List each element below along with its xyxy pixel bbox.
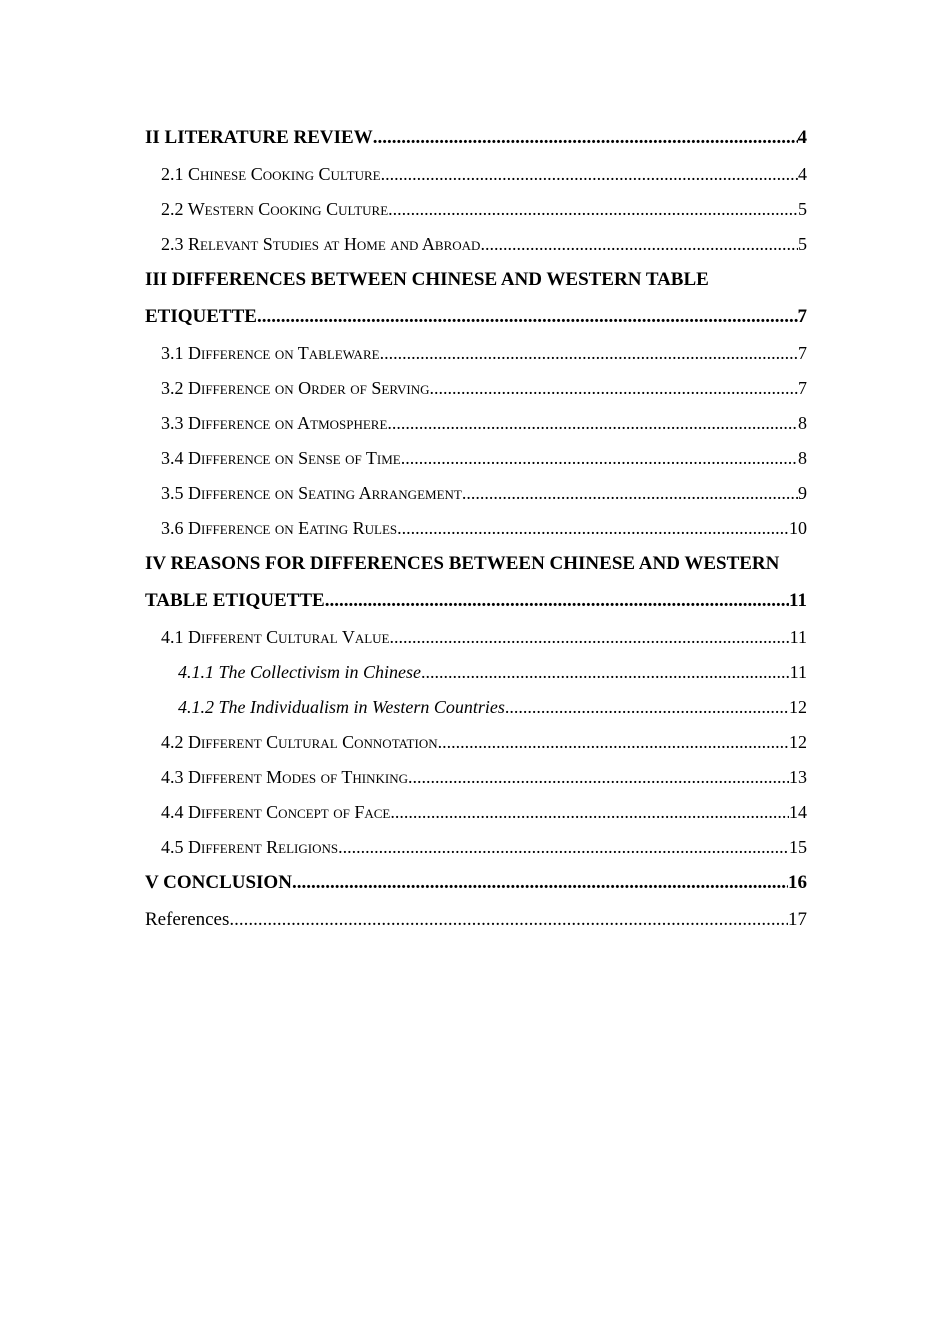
toc-entry-label (161, 768, 408, 786)
toc-entry-label: TABLE ETIQUETTE (145, 590, 325, 611)
toc-entry-title: Different Concept of Face (188, 802, 391, 822)
toc-entry-number: 3.5 (161, 483, 184, 503)
toc-entry-label (161, 235, 480, 253)
toc-entry-literature-review[interactable] (145, 128, 807, 147)
toc-entry-individualism[interactable] (145, 698, 807, 716)
toc-page-number: 8 (798, 413, 807, 433)
toc-entry-label (161, 200, 388, 218)
toc-page-number: 16 (788, 872, 807, 893)
toc-page-number: 10 (789, 518, 807, 538)
dot-leader (380, 344, 798, 362)
toc-entry-label (161, 803, 390, 821)
toc-page-number: 13 (789, 767, 807, 787)
dot-leader (381, 165, 798, 183)
toc-entry-label (161, 379, 429, 397)
toc-entry-label (161, 838, 338, 856)
toc-entry-chinese-cooking-culture[interactable] (145, 165, 807, 183)
toc-entry-label: 4.1.1 The Collectivism in Chinese (178, 662, 421, 682)
toc-page-number: 4 (798, 164, 807, 184)
dot-leader (390, 803, 789, 821)
toc-entry-references[interactable] (145, 910, 807, 929)
toc-page-number: 7 (798, 343, 807, 363)
toc-entry-collectivism[interactable] (145, 663, 807, 681)
toc-page-number: 8 (798, 448, 807, 468)
toc-entry-cultural-connotation[interactable] (145, 733, 807, 751)
toc-entry-eating-rules[interactable] (145, 519, 807, 537)
toc-entry-seating-arrangement[interactable] (145, 484, 807, 502)
toc-entry-title: Chinese Cooking Culture (188, 164, 381, 184)
dot-leader (325, 591, 789, 610)
toc-page-number: 15 (789, 837, 807, 857)
toc-page-number: 4 (797, 127, 807, 148)
toc-page-number: 7 (798, 378, 807, 398)
toc-entry-title: Difference on Eating Rules (188, 518, 398, 538)
toc-entry-number: 3.1 (161, 343, 184, 363)
toc-entry-label: 4.1.2 The Individualism in Western Countries (178, 697, 505, 717)
dot-leader (373, 128, 798, 147)
toc-entry-label (161, 628, 389, 646)
toc-page-number: 5 (798, 234, 807, 254)
toc-entry-label (161, 414, 387, 432)
toc-entry-label (161, 344, 380, 362)
toc-entry-label: II LITERATURE REVIEW (145, 127, 373, 148)
dot-leader (389, 628, 789, 646)
dot-leader (480, 235, 798, 253)
toc-entry-reasons[interactable] (145, 554, 807, 610)
toc-entry-label (161, 733, 438, 751)
dot-leader (397, 519, 789, 537)
toc-entry-number: 4.4 (161, 802, 184, 822)
toc-page-number: 9 (798, 483, 807, 503)
toc-entry-label: ETIQUETTE (145, 306, 257, 327)
toc-page-number: 11 (789, 627, 807, 647)
toc-entry-label: V CONCLUSION (145, 872, 292, 893)
toc-entry-title: Difference on Sense of Time (188, 448, 401, 468)
toc-entry-number: 4.5 (161, 837, 184, 857)
toc-page-number: 7 (797, 306, 807, 327)
toc-entry-tableware[interactable] (145, 344, 807, 362)
toc-entry-number: 4.3 (161, 767, 184, 787)
toc-entry-title: Relevant Studies at Home and Abroad (188, 234, 481, 254)
toc-entry-cultural-value[interactable] (145, 628, 807, 646)
toc-entry-title: Difference on Tableware (188, 343, 380, 363)
toc-page-number: 12 (789, 697, 807, 717)
dot-leader (462, 484, 798, 502)
toc-entry-religions[interactable] (145, 838, 807, 856)
toc-page-number: 5 (798, 199, 807, 219)
dot-leader (292, 873, 788, 892)
dot-leader (401, 449, 798, 467)
toc-entry-title: Difference on Seating Arrangement (188, 483, 462, 503)
toc-entry-atmosphere[interactable] (145, 414, 807, 432)
toc-entry-label-line1: III DIFFERENCES BETWEEN CHINESE AND WESTERN TABLE (145, 269, 709, 290)
toc-entry-title: Different Cultural Value (188, 627, 390, 647)
dot-leader (388, 200, 798, 218)
toc-entry-number: 3.2 (161, 378, 184, 398)
toc-page-number: 11 (789, 662, 807, 682)
toc-entry-label (161, 165, 381, 183)
toc-entry-number: 3.4 (161, 448, 184, 468)
dot-leader (229, 910, 788, 929)
toc-entry-modes-of-thinking[interactable] (145, 768, 807, 786)
toc-entry-concept-of-face[interactable] (145, 803, 807, 821)
toc-entry-sense-of-time[interactable] (145, 449, 807, 467)
toc-entry-number: 3.3 (161, 413, 184, 433)
toc-page-number: 14 (789, 802, 807, 822)
toc-entry-number: 4.2 (161, 732, 184, 752)
table-of-contents (145, 120, 807, 946)
dot-leader (408, 768, 789, 786)
toc-page-number: 17 (788, 909, 807, 930)
toc-entry-label-line1: IV REASONS FOR DIFFERENCES BETWEEN CHINESE AND WESTERN (145, 553, 780, 574)
toc-entry-label (161, 484, 462, 502)
dot-leader (429, 379, 798, 397)
toc-entry-differences[interactable] (145, 270, 807, 326)
toc-entry-label (161, 449, 401, 467)
toc-entry-title: Different Religions (188, 837, 339, 857)
toc-entry-number: 2.1 (161, 164, 184, 184)
toc-entry-title: Different Modes of Thinking (188, 767, 409, 787)
toc-entry-label (161, 519, 397, 537)
toc-entry-title: Western Cooking Culture (187, 199, 389, 219)
dot-leader (421, 663, 790, 681)
toc-entry-number: 4.1 (161, 627, 184, 647)
toc-entry-number: 2.2 (161, 199, 184, 219)
toc-entry-title: Different Cultural Connotation (188, 732, 438, 752)
toc-page-number: 12 (789, 732, 807, 752)
toc-entry-label: References (145, 909, 230, 930)
dot-leader (505, 698, 789, 716)
toc-entry-western-cooking-culture[interactable] (145, 200, 807, 218)
toc-entry-conclusion[interactable] (145, 873, 807, 892)
toc-entry-title: Difference on Atmosphere (188, 413, 388, 433)
toc-entry-relevant-studies[interactable] (145, 235, 807, 253)
toc-entry-order-of-serving[interactable] (145, 379, 807, 397)
toc-entry-title: Difference on Order of Serving (188, 378, 430, 398)
dot-leader (438, 733, 789, 751)
toc-entry-number: 3.6 (161, 518, 184, 538)
toc-page-number: 11 (789, 590, 807, 611)
dot-leader (387, 414, 798, 432)
dot-leader (257, 307, 798, 326)
dot-leader (338, 838, 789, 856)
toc-entry-number: 2.3 (161, 234, 184, 254)
